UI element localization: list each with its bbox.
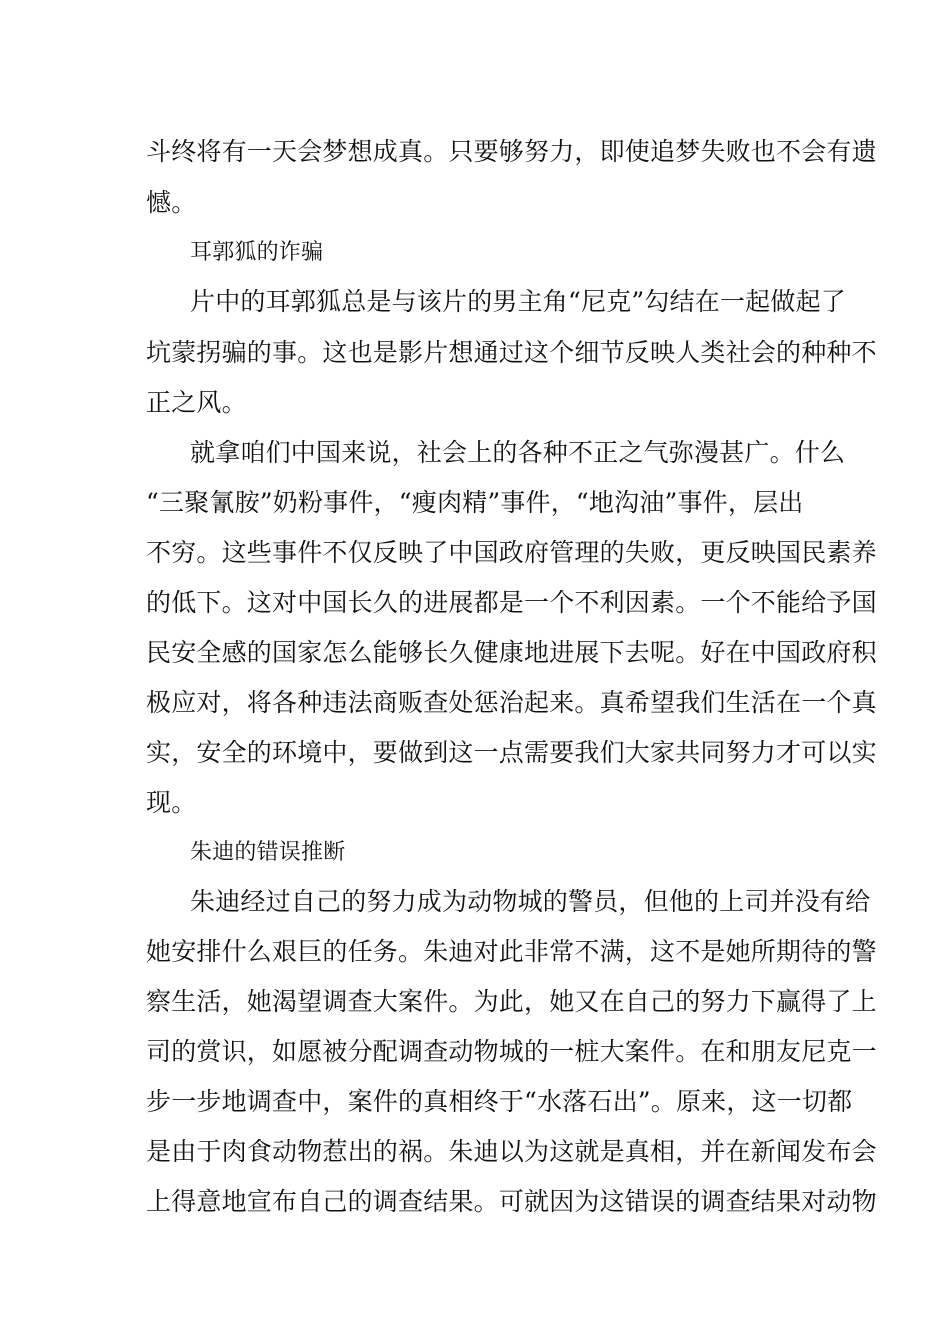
paragraph-line: 民安全感的国家怎么能够长久健康地进展下去呢。好在中国政府积: [146, 638, 877, 667]
paragraph-line: 实，安全的环境中，要做到这一点需要我们大家共同努力才可以实: [146, 738, 877, 767]
section-heading: 朱迪的错误推断: [190, 840, 346, 865]
paragraph-line: 的低下。这对中国长久的进展都是一个不利因素。一个不能给予国: [146, 588, 877, 617]
paragraph-line: 察生活，她渴望调查大案件。为此，她又在自己的努力下赢得了上: [146, 987, 877, 1016]
paragraph-line: 斗终将有一天会梦想成真。只要够努力，即使追梦失败也不会有遗: [146, 137, 877, 166]
paragraph-line: 正之风。: [146, 388, 247, 417]
paragraph-line: 是由于肉食动物惹出的祸。朱迪以为这就是真相，并在新闻发布会: [146, 1137, 877, 1166]
paragraph-line: 片中的耳郭狐总是与该片的男主角“尼克”勾结在一起做起了: [190, 287, 846, 316]
section-heading: 耳郭狐的诈骗: [190, 240, 324, 265]
paragraph-line: 憾。: [146, 188, 197, 217]
paragraph-line: 司的赏识，如愿被分配调查动物城的一桩大案件。在和朋友尼克一: [146, 1037, 877, 1066]
paragraph-line: 坑蒙拐骗的事。这也是影片想通过这个细节反映人类社会的种种不: [146, 338, 877, 367]
paragraph-line: 上得意地宣布自己的调查结果。可就因为这错误的调查结果对动物: [146, 1187, 877, 1216]
paragraph-line: 步一步地调查中，案件的真相终于“水落石出”。原来，这一切都: [146, 1087, 853, 1116]
paragraph-line: 她安排什么艰巨的任务。朱迪对此非常不满，这不是她所期待的警: [146, 937, 877, 966]
paragraph-line: 现。: [146, 788, 197, 817]
paragraph-line: “三聚氰胺”奶粉事件，“瘦肉精”事件，“地沟油”事件，层出: [146, 488, 804, 517]
paragraph-line: 就拿咱们中国来说，社会上的各种不正之气弥漫甚广。什么: [190, 438, 846, 467]
paragraph-line: 朱迪经过自己的努力成为动物城的警员，但他的上司并没有给: [190, 887, 871, 916]
paragraph-line: 极应对，将各种违法商贩查处惩治起来。真希望我们生活在一个真: [146, 688, 877, 717]
paragraph-line: 不穷。这些事件不仅反映了中国政府管理的失败，更反映国民素养: [146, 538, 877, 567]
